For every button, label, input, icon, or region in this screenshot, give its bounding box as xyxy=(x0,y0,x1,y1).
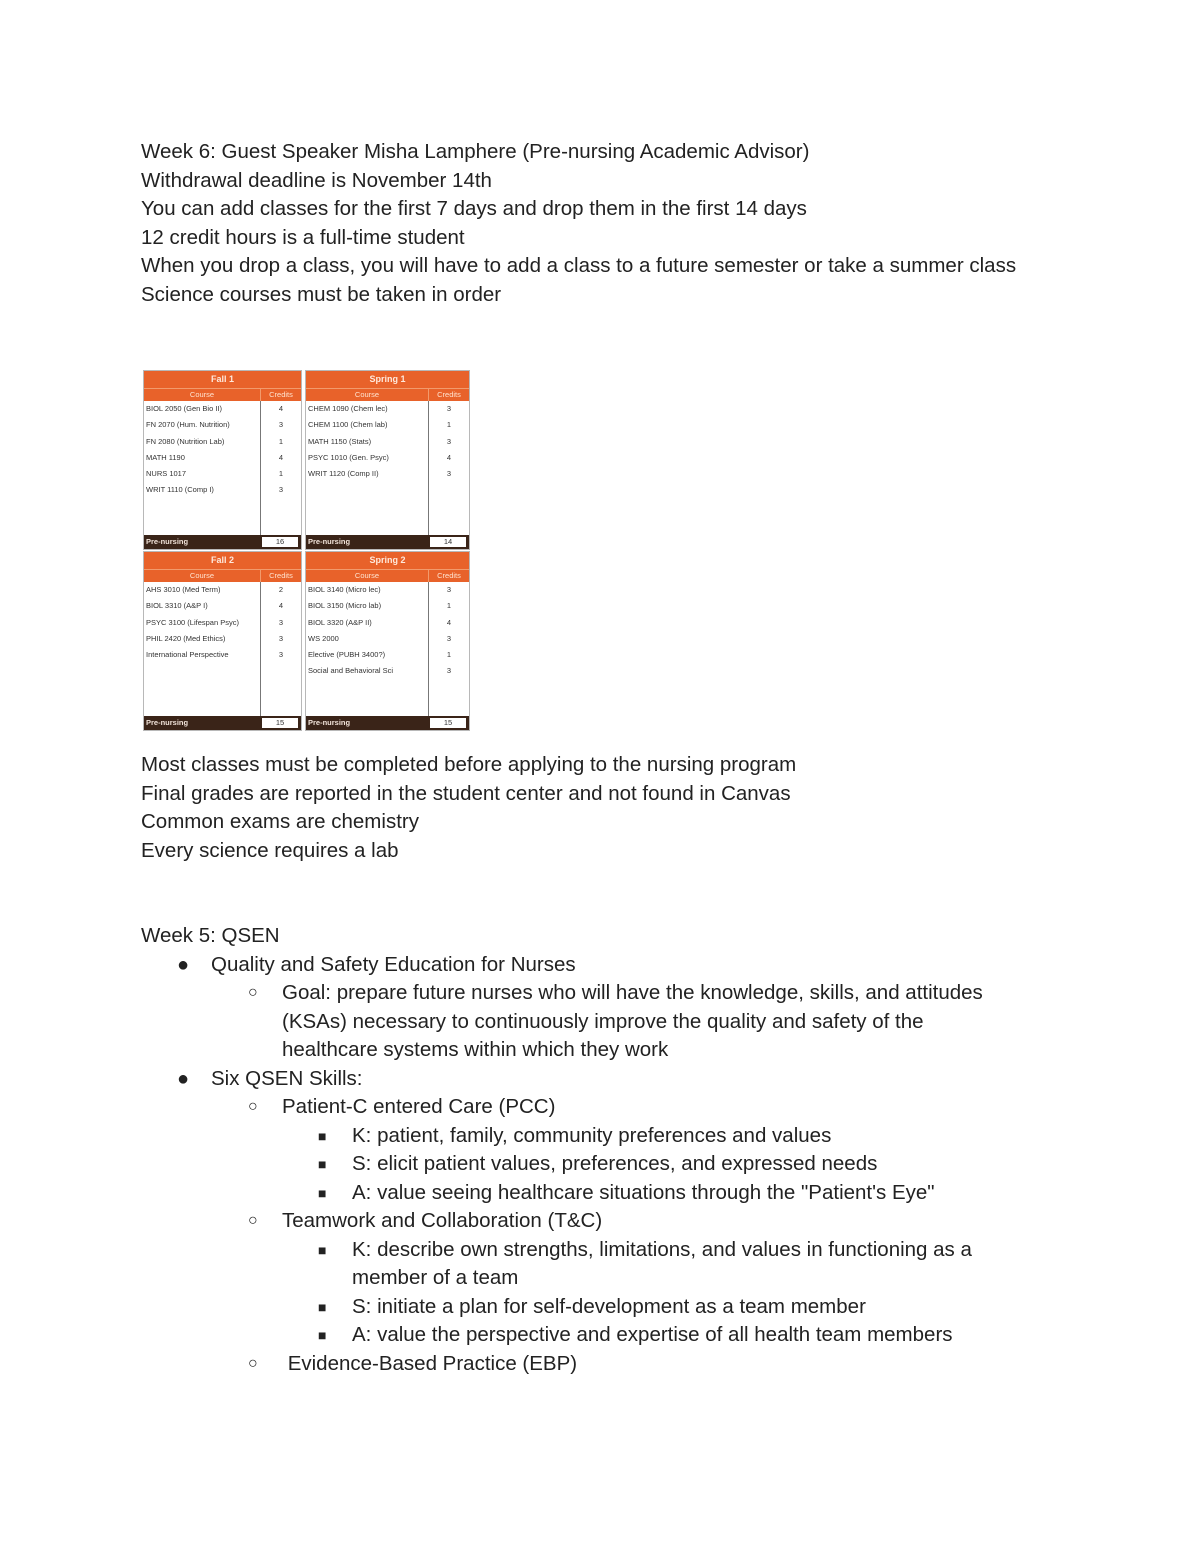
list-item xyxy=(141,1065,1041,1094)
plan-row xyxy=(144,582,301,598)
plan-column-headers xyxy=(144,388,301,401)
list-item xyxy=(141,951,1041,980)
course-cell: WS 2000 xyxy=(308,633,339,643)
tc-knowledge: K: describe own strengths, limitations, and values in functioning as a member of a team xyxy=(352,1237,972,1289)
bullet-circle-icon: ○ xyxy=(248,1354,258,1372)
advisor-notes xyxy=(141,751,1041,865)
plan-column-headers xyxy=(306,388,469,401)
note-line: You can add classes for the first 7 days and drop them in the first 14 days xyxy=(141,197,807,220)
plan-term-title: Fall 1 xyxy=(144,371,301,388)
plan-row xyxy=(306,466,469,482)
course-header: Course xyxy=(189,571,215,580)
plan-row xyxy=(144,401,301,417)
plan-rows xyxy=(144,582,301,718)
course-cell: WRIT 1110 (Comp I) xyxy=(146,485,214,495)
course-cell: PSYC 1010 (Gen. Psyc) xyxy=(308,452,389,462)
plan-row xyxy=(306,434,469,450)
course-cell: BIOL 3320 (A&P II) xyxy=(308,617,372,627)
course-cell: WRIT 1120 (Comp II) xyxy=(308,469,379,479)
tc-attitude: A: value the perspective and expertise of all health team members xyxy=(352,1323,953,1346)
note-line: Common exams are chemistry xyxy=(141,810,419,833)
bullet-disc-icon: ● xyxy=(177,1067,190,1090)
plan-column-headers xyxy=(306,569,469,582)
course-cell: NURS 1017 xyxy=(146,469,187,479)
credits-cell: 1 xyxy=(446,420,452,430)
column-divider xyxy=(428,401,429,537)
course-cell: PHIL 2420 (Med Ethics) xyxy=(146,633,226,643)
plan-row xyxy=(306,417,469,433)
plan-row xyxy=(144,450,301,466)
plan-row xyxy=(306,647,469,663)
credits-cell: 3 xyxy=(278,650,284,660)
week5-title: Week 5: QSEN xyxy=(141,924,280,947)
credits-total: 15 xyxy=(430,718,466,728)
column-divider xyxy=(428,582,429,718)
plan-column-headers xyxy=(144,569,301,582)
list-item xyxy=(141,1179,1041,1208)
course-cell: PSYC 3100 (Lifespan Psyc) xyxy=(146,617,239,627)
qsen-skills-heading: Six QSEN Skills: xyxy=(211,1066,363,1090)
list-item xyxy=(141,1350,1041,1379)
column-divider xyxy=(260,401,261,537)
plan-row xyxy=(144,417,301,433)
course-cell: MATH 1150 (Stats) xyxy=(308,436,372,446)
credits-cell: 4 xyxy=(446,617,452,627)
plan-fall1 xyxy=(143,370,302,550)
course-cell: FN 2070 (Hum. Nutrition) xyxy=(146,420,230,430)
bullet-circle-icon: ○ xyxy=(248,1098,258,1115)
credits-cell: 1 xyxy=(278,469,284,479)
credits-header: Credits xyxy=(260,570,301,582)
plan-term-title: Spring 1 xyxy=(306,371,469,388)
credits-cell: 1 xyxy=(446,601,452,611)
course-header: Course xyxy=(189,390,215,399)
footer-label: Pre-nursing xyxy=(146,718,189,727)
course-cell: BIOL 3310 (A&P I) xyxy=(146,601,208,611)
credits-cell: 3 xyxy=(446,633,452,643)
qsen-goal: Goal: prepare future nurses who will have the knowledge, skills, and attitudes (KSAs) necessary to continuously improve the quality and safety of the healthcare systems within which they work xyxy=(282,981,983,1061)
note-line: Every science requires a lab xyxy=(141,838,399,862)
list-item xyxy=(141,1321,1041,1350)
plan-row xyxy=(144,482,301,498)
note-line: Withdrawal deadline is November 14th xyxy=(141,168,492,192)
course-cell: MATH 1190 xyxy=(146,452,185,462)
note-line: Science courses must be taken in order xyxy=(141,282,502,306)
credits-cell: 3 xyxy=(446,585,452,594)
course-header: Course xyxy=(354,571,380,580)
skill-tc: Teamwork and Collaboration (T&C) xyxy=(282,1209,603,1232)
credits-cell: 3 xyxy=(446,404,452,413)
course-cell: FN 2080 (Nutrition Lab) xyxy=(146,436,225,446)
plan-rows xyxy=(306,582,469,718)
bullet-disc-icon: ● xyxy=(177,953,190,976)
credits-cell: 3 xyxy=(278,617,284,627)
plan-footer xyxy=(144,535,301,549)
pcc-attitude: A: value seeing healthcare situations through the "Patient's Eye" xyxy=(352,1180,935,1204)
list-item xyxy=(141,1150,1041,1179)
list-item xyxy=(141,979,1041,1065)
list-item xyxy=(141,1093,1041,1122)
course-cell: International Perspective xyxy=(146,650,229,660)
plan-row xyxy=(144,434,301,450)
credits-cell: 3 xyxy=(278,633,284,643)
credits-cell: 1 xyxy=(446,650,452,660)
credits-header: Credits xyxy=(428,389,469,401)
course-cell: BIOL 2050 (Gen Bio II) xyxy=(146,404,223,413)
plan-spring1 xyxy=(305,370,470,550)
course-cell: CHEM 1090 (Chem lec) xyxy=(308,404,388,413)
plan-row xyxy=(144,598,301,614)
credits-total: 16 xyxy=(262,537,298,547)
credits-cell: 1 xyxy=(278,436,284,446)
plan-spring2 xyxy=(305,551,470,731)
credits-cell: 3 xyxy=(446,436,452,446)
footer-label: Pre-nursing xyxy=(308,718,351,727)
plan-row xyxy=(306,631,469,647)
credits-cell: 2 xyxy=(278,585,284,594)
plan-row xyxy=(144,466,301,482)
bullet-square-icon: ■ xyxy=(318,1127,327,1144)
list-item xyxy=(141,1207,1041,1236)
plan-row xyxy=(306,582,469,598)
plan-rows xyxy=(306,401,469,537)
footer-label: Pre-nursing xyxy=(146,537,189,546)
footer-label: Pre-nursing xyxy=(308,537,351,546)
plan-row xyxy=(306,401,469,417)
qsen-list xyxy=(141,951,1041,1379)
week5-notes xyxy=(141,922,1041,1378)
plan-row xyxy=(144,615,301,631)
bullet-square-icon: ■ xyxy=(318,1241,327,1258)
course-header: Course xyxy=(354,390,380,399)
skill-pcc: Patient-C entered Care (PCC) xyxy=(282,1095,556,1118)
course-cell: AHS 3010 (Med Term) xyxy=(146,585,221,594)
list-item xyxy=(141,1293,1041,1322)
note-line: Final grades are reported in the student center and not found in Canvas xyxy=(141,781,791,805)
bullet-square-icon: ■ xyxy=(318,1298,327,1315)
course-plan-table xyxy=(143,370,470,732)
list-item xyxy=(141,1122,1041,1151)
week6-title: Week 6: Guest Speaker Misha Lamphere (Pre-nursing Academic Advisor) xyxy=(141,140,810,163)
plan-row xyxy=(144,631,301,647)
plan-footer xyxy=(306,716,469,730)
credits-cell: 4 xyxy=(278,601,284,611)
list-item xyxy=(141,1236,1041,1293)
pcc-skill: S: elicit patient values, preferences, and expressed needs xyxy=(352,1152,878,1175)
plan-fall2 xyxy=(143,551,302,731)
tc-skill: S: initiate a plan for self-development as a team member xyxy=(352,1294,866,1318)
credits-cell: 4 xyxy=(278,404,284,413)
plan-row xyxy=(306,450,469,466)
plan-row xyxy=(306,598,469,614)
plan-rows xyxy=(144,401,301,537)
plan-row xyxy=(306,615,469,631)
note-line: When you drop a class, you will have to add a class to a future semester or take a summer class xyxy=(141,254,1017,277)
credits-cell: 4 xyxy=(278,452,284,462)
note-line: 12 credit hours is a full-time student xyxy=(141,225,465,249)
plan-term-title: Spring 2 xyxy=(306,552,469,569)
credits-total: 15 xyxy=(262,718,298,728)
plan-row xyxy=(144,647,301,663)
bullet-circle-icon: ○ xyxy=(248,1212,258,1229)
course-cell: CHEM 1100 (Chem lab) xyxy=(308,420,388,430)
credits-cell: 4 xyxy=(446,452,452,462)
bullet-square-icon: ■ xyxy=(318,1156,327,1172)
credits-cell: 3 xyxy=(278,485,284,495)
week6-notes xyxy=(141,138,1041,309)
plan-footer xyxy=(144,716,301,730)
credits-cell: 3 xyxy=(278,420,284,430)
credits-header: Credits xyxy=(428,570,469,582)
bullet-circle-icon: ○ xyxy=(248,984,258,1001)
plan-term-title: Fall 2 xyxy=(144,552,301,569)
credits-cell: 3 xyxy=(446,666,452,676)
qsen-definition: Quality and Safety Education for Nurses xyxy=(211,952,576,976)
skill-ebp: Evidence-Based Practice (EBP) xyxy=(282,1351,578,1375)
column-divider xyxy=(260,582,261,718)
plan-footer xyxy=(306,535,469,549)
course-cell: Elective (PUBH 3400?) xyxy=(308,650,386,660)
bullet-square-icon: ■ xyxy=(318,1184,327,1201)
course-cell: BIOL 3140 (Micro lec) xyxy=(308,585,381,594)
plan-row xyxy=(306,663,469,679)
bullet-square-icon: ■ xyxy=(318,1327,327,1343)
credits-cell: 3 xyxy=(446,469,452,479)
credits-total: 14 xyxy=(430,537,466,547)
course-cell: BIOL 3150 (Micro lab) xyxy=(308,601,382,611)
note-line: Most classes must be completed before applying to the nursing program xyxy=(141,753,797,776)
pcc-knowledge: K: patient, family, community preferences and values xyxy=(352,1123,832,1147)
credits-header: Credits xyxy=(260,389,301,401)
course-cell: Social and Behavioral Sci xyxy=(308,666,394,676)
